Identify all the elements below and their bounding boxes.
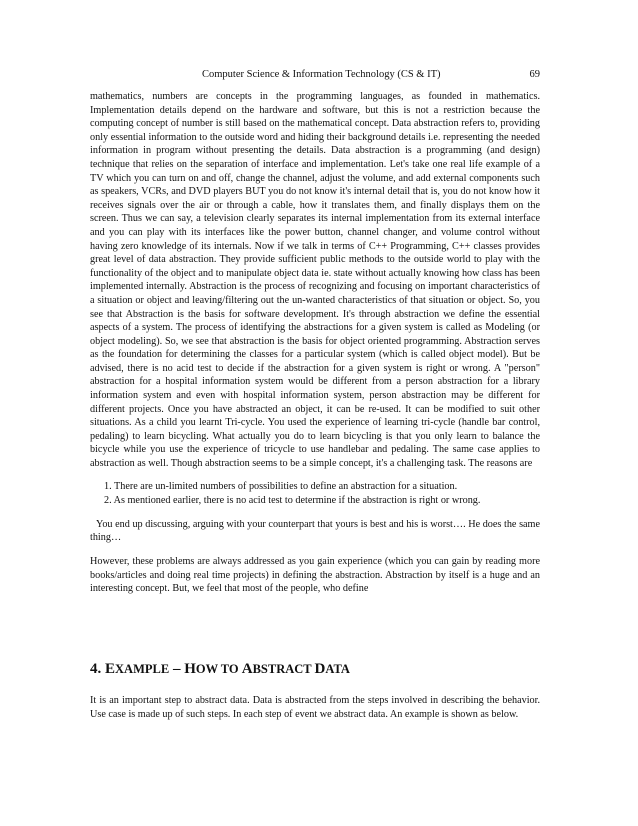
section-heading (90, 660, 540, 678)
section-body (90, 684, 540, 732)
section-number: 4. (90, 661, 102, 677)
paragraph-counterpart: You end up discussing, arguing with your counterpart that yours is best and his is worst…. He does the same thing… (90, 518, 540, 544)
section-title-part: XAMPLE (115, 662, 170, 676)
section-title-part: ATA (325, 662, 350, 676)
page-number: 69 (529, 69, 540, 80)
section-title-part: E (105, 661, 116, 677)
section-title-part: OW TO (195, 662, 242, 676)
section-title-part: A (241, 661, 253, 677)
paragraph-example-intro: It is an important step to abstract data. Data is abstracted from the steps involved in describing the behavior. Use case is made up of such steps. In each step of event we abstract data. An example is shown as below. (90, 695, 540, 720)
list-item: 2. As mentioned earlier, there is no acid test to determine if the abstraction is right or wrong. (104, 495, 481, 507)
reasons-list (90, 480, 540, 508)
section-title-part: BSTRACT (252, 662, 315, 676)
list-item: 1. There are un-limited numbers of possibilities to define an abstraction for a situation. (104, 480, 458, 492)
body-text (90, 90, 540, 596)
running-header (90, 68, 540, 82)
journal-name: Computer Science & Information Technology (CS & IT) (202, 69, 441, 80)
section-title-part: D (314, 661, 326, 677)
paragraph-experience: However, these problems are always addressed as you gain experience (which you can gain by reading more books/articles and doing real time projects) in defining the abstraction. Abstraction by itself is a huge and an interesting concept. But, we feel that most of the people, who define (90, 556, 540, 595)
section-title-part: – (169, 661, 185, 677)
paragraph-abstraction-discussion: mathematics, numbers are concepts in the programming languages, as founded in mathematics. Implementation details depend on the hardware and software, but this is not a restriction because the computing concept of number is still based on the mathematical concept. Data abstraction refers to, providing only essential information to the outside word and hiding their background details i.e. representing the needed information in program without presenting the details. Data abstraction is a programming (and design) technique that relies on the separation of interface and implementation. Let's take one real life example of a TV which you can turn on and off, change the channel, adjust the volume, and add external components such as speakers, VCRs, and DVD players BUT you do not know it's internal detail that is, you do not know how it receives signals over the air or through a cable, how it translates them, and finally displays them on the screen. Thus we can say, a television clearly separates its internal implementation from its external interface and you can play with its interfaces like the power button, channel changer, and volume control without having zero knowledge of its internals. Now if we talk in terms of C++ Programming, C++ classes provides great level of data abstraction. They provide sufficient public methods to the outside world to play with the functionality of the object and to manipulate object data ie. state without actually knowing how class has been implemented internally. Abstraction is the process of recognizing and focusing on important characteristics of a situation or object and leaving/filtering out the un-wanted characteristics of that situation or object. So, you see that Abstraction is the basis for software development. It's through abstraction we define the essential aspects of a system. The process of identifying the abstractions for a given system is called as Modeling (or object modeling). So, we see that abstraction is the basis for object oriented programming. Abstraction serves as the foundation for determining the classes for a particular system (which is called object model). But be advised, there is no acid test to decide if the abstraction for a given system is right or wrong. A "person" abstraction for a hospital information system would be different from a person abstraction for a library information system and even with hospital information system, person abstraction may be different for different projects. Once you have abstracted an object, it can be re-used. It can be modified to suit other situations. As a child you learnt Tri-cycle. You used the experience of learning tri-cycle (handle bar control, pedaling) to learn bicycling. What actually you do to learn bicycling is that you only learn to balance the bicycle while you use the experience of tricycle to use handlebar and pedaling. The same case applies to abstraction as well. Though abstraction seems to be a simple concept, it's a challenging task. The reasons are (90, 91, 540, 470)
section-title-part: H (184, 661, 196, 677)
